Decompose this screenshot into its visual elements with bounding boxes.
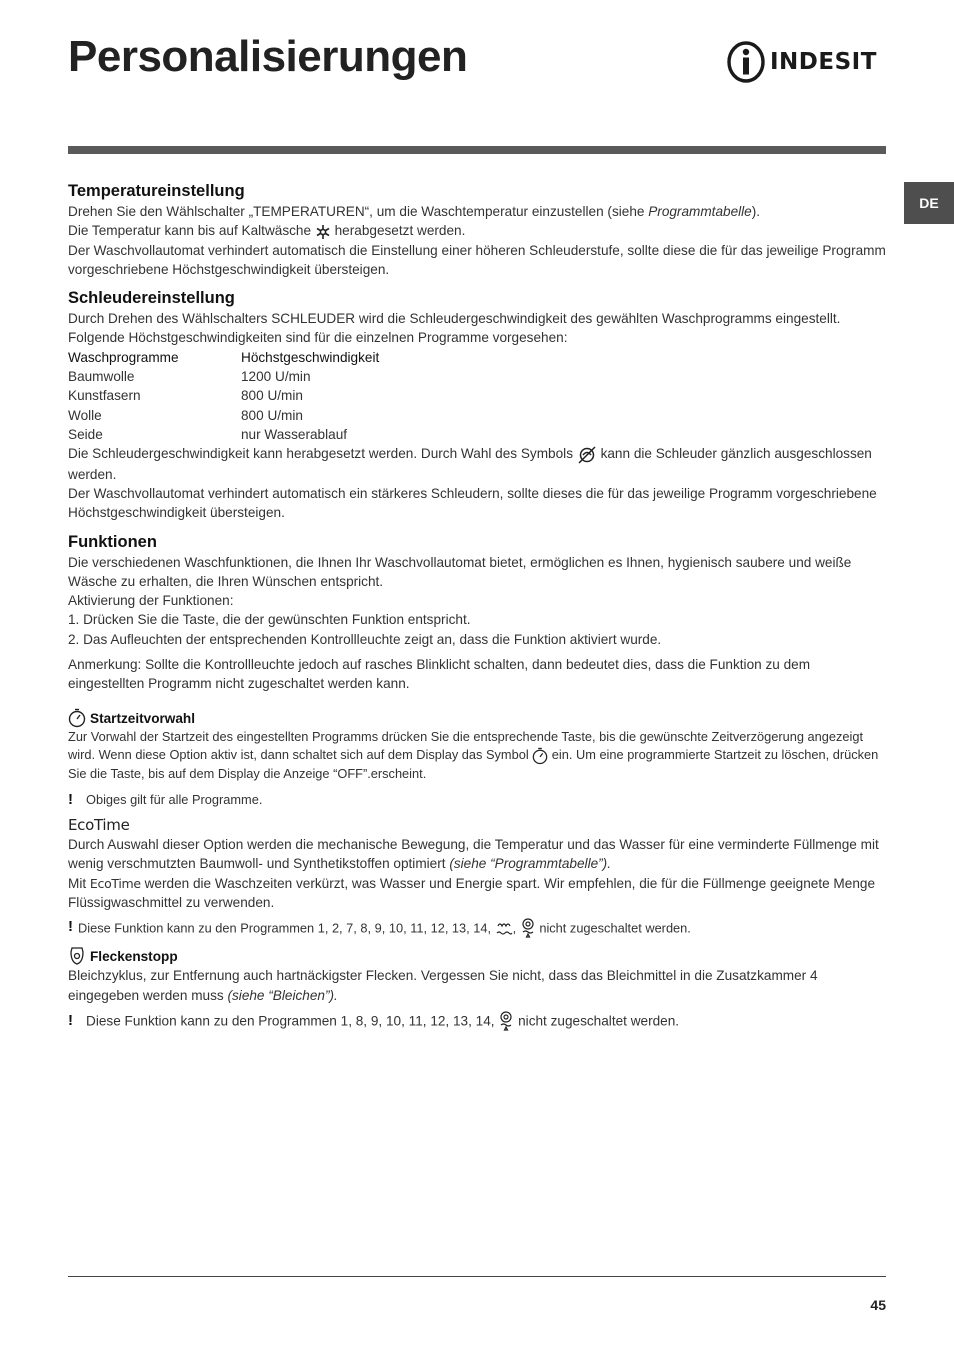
paragraph: Aktivierung der Funktionen: <box>68 593 234 609</box>
cell: Seide <box>68 426 103 442</box>
text: Zur Vorwahl der Startzeit des eingestellten Programms drücken Sie die entsprechende Taste, bis die gewünschte Zeitverzögerung angezeigt wird. Wenn diese Option aktiv ist, dann schaltet sich auf dem Display das Symbol <box>68 728 864 763</box>
section-heading: Funktionen <box>68 532 157 551</box>
paragraph <box>68 728 886 784</box>
subsection-title: Startzeitvorwahl <box>90 710 195 726</box>
brand-name: INDESIT <box>770 49 877 75</box>
warning-mark: ! <box>68 918 73 936</box>
cell: 1200 U/min <box>241 369 311 385</box>
text: Diese Funktion kann zu den Programmen 1, 8, 9, 10, 11, 12, 13, 14, <box>86 1013 495 1029</box>
note-text <box>86 1011 679 1033</box>
text: Drehen Sie den Wählschalter „TEMPERATUREN“, um die Waschtemperatur einzustellen (siehe <box>68 204 649 219</box>
list-item: 2. Das Aufleuchten der entsprechenden Kontrollleuchte zeigt an, dass die Funktion aktiviert wurde. <box>68 631 662 647</box>
ecotime-label: EcoTime <box>89 875 141 891</box>
brand-i-icon <box>726 40 766 84</box>
text: Mit <box>68 875 87 891</box>
paragraph <box>68 221 886 240</box>
text: Diese Funktion kann zu den Programmen 1, 2, 7, 8, 9, 10, 11, 12, 13, 14, <box>78 920 492 936</box>
text: Die Schleudergeschwindigkeit kann herabgesetzt werden. Durch Wahl des Symbols <box>68 446 573 462</box>
paragraph: Folgende Höchstgeschwindigkeiten sind für die einzelnen Programme vorgesehen: <box>68 330 568 346</box>
column-header: Waschprogramme <box>68 349 179 365</box>
paragraph: Durch Drehen des Wählschalters SCHLEUDER wird die Schleudergeschwindigkeit des gewählten Waschprogramms eingestellt. <box>68 311 841 327</box>
section-spin <box>68 287 886 522</box>
note-text: Obiges gilt für alle Programme. <box>86 792 263 808</box>
warning-mark: ! <box>68 791 73 809</box>
text: ein. Um eine programmierte Startzeit zu löschen, drücken Sie die Taste, bis auf dem Display die Anzeige “OFF”.erscheint. <box>68 747 879 781</box>
no-spin-icon <box>577 445 597 465</box>
note <box>68 918 886 940</box>
section-heading: Temperatureinstellung <box>68 182 245 200</box>
cell: nur Wasserablauf <box>241 426 348 442</box>
text: herabgesetzt werden. <box>334 223 466 239</box>
text: nicht zugeschaltet werden. <box>518 1013 680 1029</box>
cell: Kunstfasern <box>68 388 141 404</box>
table-row <box>68 386 379 405</box>
column-header: Höchstgeschwindigkeit <box>241 349 380 365</box>
section-ecotime <box>68 816 886 940</box>
note-text: Diese Funktion kann zu den Programmen 1, 2, 7, 8, 9, 10, 11, 12, 13, 14, , nicht zugeschaltet werden. <box>78 918 691 940</box>
text: Die Temperatur kann bis auf Kaltwäsche <box>68 223 312 239</box>
timer-icon <box>68 708 86 728</box>
page-title: Personalisierungen <box>68 32 468 81</box>
timer-icon <box>532 747 548 765</box>
paragraph <box>68 966 886 1005</box>
text: Bleichzyklus, zur Entfernung auch hartnäckigster Flecken. Vergessen Sie nicht, dass das Bleichmittel in die Zusatzkammer 4 eingegeben werden muss <box>68 968 818 1003</box>
list-item: 1. Drücken Sie die Taste, die der gewünschten Funktion entspricht. <box>68 612 471 628</box>
warning-mark: ! <box>68 1011 73 1029</box>
subsection-heading: EcoTime <box>68 815 130 834</box>
table-header-row <box>68 348 379 367</box>
subsection-heading <box>68 946 886 966</box>
reference: Programmtabelle <box>648 204 752 219</box>
subsection-title: Fleckenstopp <box>90 949 178 965</box>
note <box>68 791 886 810</box>
page-number: 45 <box>870 1297 886 1313</box>
text: kann die Schleuder gänzlich ausgeschlossen werden. <box>68 446 872 482</box>
snowflake-icon <box>315 224 331 240</box>
table-row <box>68 425 379 444</box>
stain-icon <box>68 946 86 966</box>
cell: 800 U/min <box>241 388 303 404</box>
drain-icon <box>498 1011 514 1033</box>
section-heading: Schleudereinstellung <box>68 289 235 308</box>
reference: (siehe “Bleichen”). <box>227 987 338 1003</box>
cell: 800 U/min <box>241 407 303 423</box>
content <box>68 180 886 1033</box>
section-temperature <box>68 180 886 279</box>
drain-icon <box>520 918 536 940</box>
text: werden die Waschzeiten verkürzt, was Wasser und Energie spart. Wir empfehlen, die für die Füllmenge geeignete Menge Flüssigwaschmittel zu verwenden. <box>68 875 876 910</box>
paragraph <box>68 835 886 874</box>
hand-wash-icon <box>495 920 513 938</box>
paragraph: Der Waschvollautomat verhindert automatisch die Einstellung einer höheren Schleuderstufe, sollte diese die für das jeweilige Programm vorgeschriebene Höchstgeschwindigkeit übersteigen. <box>68 242 886 277</box>
text: Durch Auswahl dieser Option werden die mechanische Bewegung, die Temperatur und das Wasser für eine verminderte Füllmenge mit wenig verschmutzten Baumwoll- und Synthetikstoffen optimiert <box>68 837 879 872</box>
section-functions <box>68 531 886 694</box>
paragraph <box>68 202 886 221</box>
text: nicht zugeschaltet werden. <box>539 920 691 936</box>
text: ). <box>751 204 761 219</box>
language-tab: DE <box>904 182 954 224</box>
table-row <box>68 406 379 425</box>
top-rule <box>68 146 886 154</box>
section-delay <box>68 708 886 810</box>
brand-logo <box>726 40 888 84</box>
speed-table <box>68 348 379 444</box>
table-row <box>68 367 379 386</box>
paragraph <box>68 444 886 484</box>
paragraph: Die verschiedenen Waschfunktionen, die Ihnen Ihr Waschvollautomat bietet, ermöglichen es Ihnen, hygienisch saubere und weiße Wäsche zu erhalten, die Ihren Wünschen entspricht. <box>68 554 852 589</box>
paragraph: Anmerkung: Sollte die Kontrollleuchte jedoch auf rasches Blinklicht schalten, dann bedeutet dies, dass die Funktion zu dem eingestellten Programm nicht zugeschaltet werden kann. <box>68 657 811 692</box>
bottom-rule <box>68 1276 886 1277</box>
subsection-heading <box>68 708 886 728</box>
paragraph <box>68 874 886 913</box>
note <box>68 1011 886 1033</box>
reference: (siehe “Programmtabelle”). <box>449 856 611 872</box>
cell: Wolle <box>68 407 102 423</box>
paragraph: Der Waschvollautomat verhindert automatisch ein stärkeres Schleudern, sollte dieses die für das jeweilige Programm vorgeschriebene Höchstgeschwindigkeit übersteigen. <box>68 485 877 521</box>
section-stain <box>68 946 886 1033</box>
cell: Baumwolle <box>68 369 135 385</box>
